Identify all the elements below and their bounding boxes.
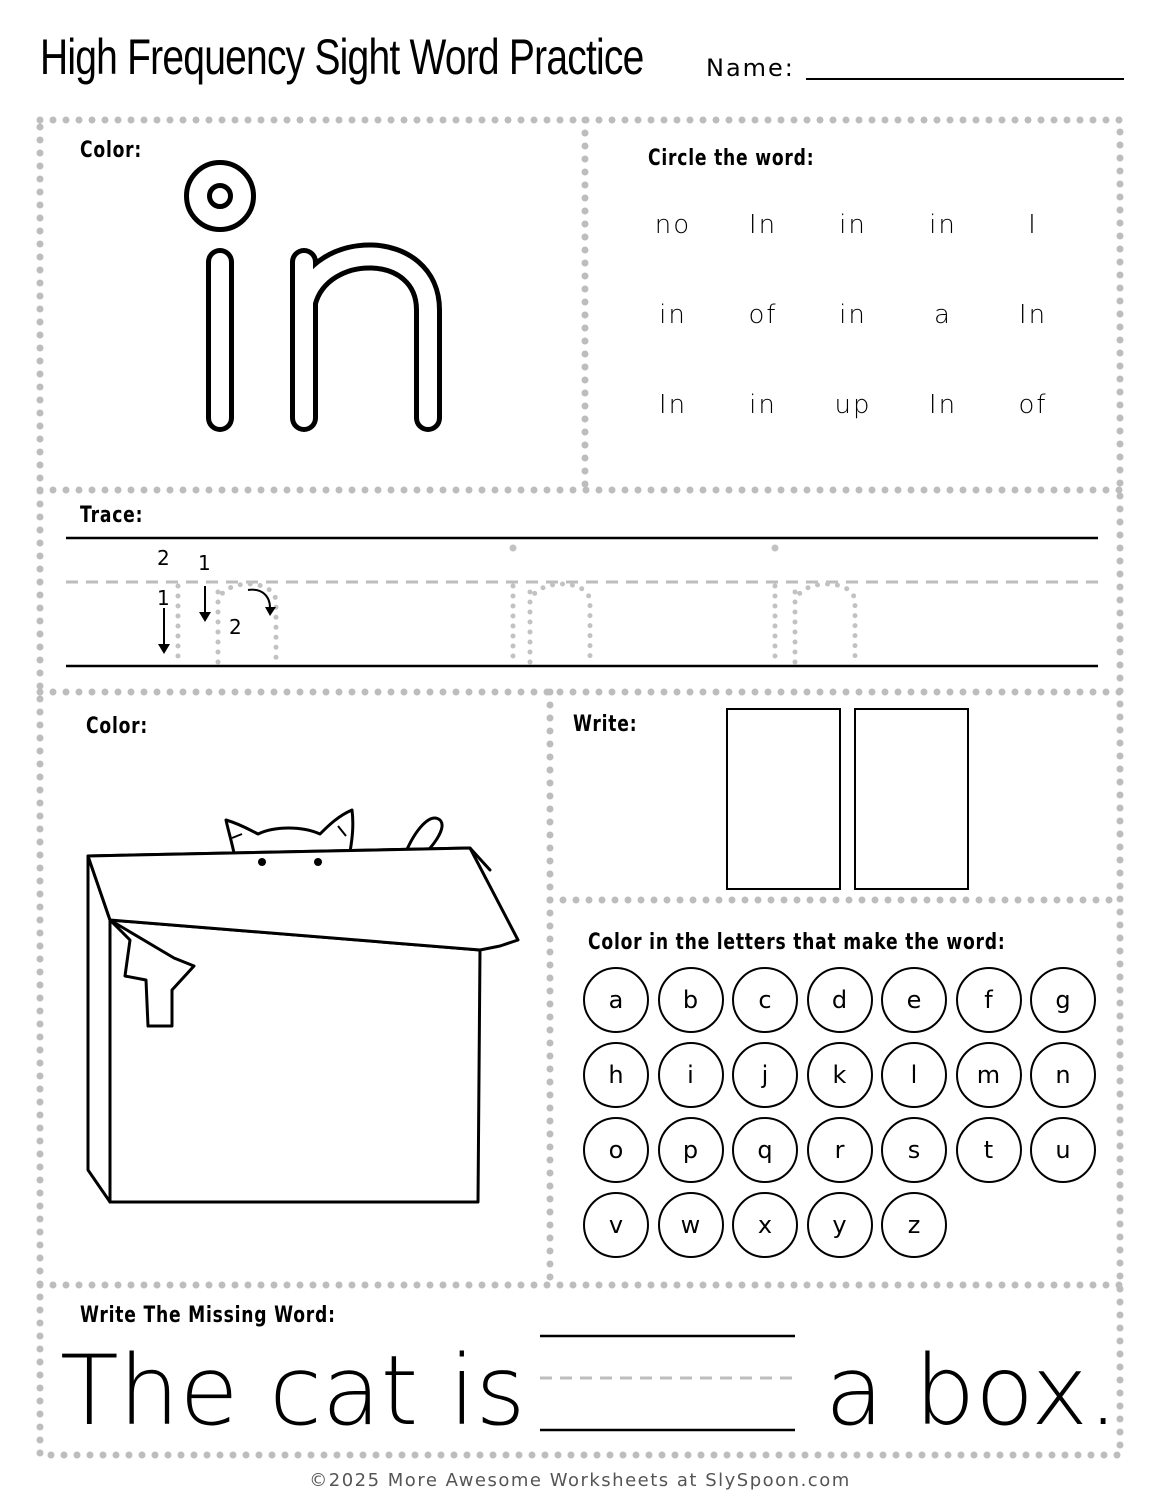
missing-word-label: Write The Missing Word: bbox=[80, 1303, 336, 1328]
letter-circle-z[interactable]: z bbox=[881, 1192, 947, 1258]
letter-circle-x[interactable]: x bbox=[732, 1192, 798, 1258]
letter-circle-e[interactable]: e bbox=[881, 967, 947, 1033]
word-choice[interactable]: in bbox=[929, 210, 957, 240]
letter-circle-h[interactable]: h bbox=[583, 1042, 649, 1108]
word-choice[interactable]: in bbox=[839, 300, 867, 330]
word-choice[interactable]: I bbox=[1028, 210, 1038, 240]
letter-circle-l[interactable]: l bbox=[881, 1042, 947, 1108]
letter-circle-s[interactable]: s bbox=[881, 1117, 947, 1183]
write-box-2[interactable] bbox=[854, 708, 969, 890]
letter-circle-c[interactable]: c bbox=[732, 967, 798, 1033]
sentence-before: The cat is bbox=[60, 1335, 526, 1447]
footer-credit: ©2025 More Awesome Worksheets at SlySpoon.com bbox=[309, 1470, 851, 1491]
letter-circle-q[interactable]: q bbox=[732, 1117, 798, 1183]
letter-circle-y[interactable]: y bbox=[807, 1192, 873, 1258]
letter-circle-n[interactable]: n bbox=[1030, 1042, 1096, 1108]
word-choice[interactable]: of bbox=[748, 300, 778, 330]
letter-circle-d[interactable]: d bbox=[807, 967, 873, 1033]
letter-circle-o[interactable]: o bbox=[583, 1117, 649, 1183]
letter-circle-t[interactable]: t bbox=[956, 1117, 1022, 1183]
stroke-number-1: 2 bbox=[157, 546, 170, 570]
name-field-line[interactable] bbox=[806, 78, 1124, 80]
cat-in-box-illustration[interactable] bbox=[70, 790, 540, 1220]
letter-circle-i[interactable]: i bbox=[658, 1042, 724, 1108]
stroke-number-4: 2 bbox=[229, 615, 242, 639]
word-choice[interactable]: in bbox=[839, 210, 867, 240]
circle-word-label: Circle the word: bbox=[648, 146, 815, 171]
word-choice[interactable]: In bbox=[748, 210, 778, 240]
word-choice[interactable]: in bbox=[659, 300, 687, 330]
word-choice[interactable]: In bbox=[928, 390, 958, 420]
write-label: Write: bbox=[573, 712, 638, 737]
write-box-1[interactable] bbox=[726, 708, 841, 890]
word-choice[interactable]: in bbox=[749, 390, 777, 420]
word-choice[interactable]: a bbox=[934, 300, 952, 330]
letter-circle-m[interactable]: m bbox=[956, 1042, 1022, 1108]
letter-circle-w[interactable]: w bbox=[658, 1192, 724, 1258]
bubble-word-in[interactable] bbox=[170, 150, 480, 460]
letters-label: Color in the letters that make the word: bbox=[588, 930, 1006, 955]
letter-circle-f[interactable]: f bbox=[956, 967, 1022, 1033]
letter-circle-k[interactable]: k bbox=[807, 1042, 873, 1108]
letter-circle-v[interactable]: v bbox=[583, 1192, 649, 1258]
letter-circle-a[interactable]: a bbox=[583, 967, 649, 1033]
stroke-number-3: 1 bbox=[157, 586, 170, 610]
letter-circle-b[interactable]: b bbox=[658, 967, 724, 1033]
word-choice[interactable]: up bbox=[834, 390, 872, 420]
trace-lines[interactable] bbox=[0, 530, 1160, 680]
missing-word-blank[interactable] bbox=[535, 1330, 805, 1440]
letter-circle-j[interactable]: j bbox=[732, 1042, 798, 1108]
letter-circle-p[interactable]: p bbox=[658, 1117, 724, 1183]
letter-circle-g[interactable]: g bbox=[1030, 967, 1096, 1033]
trace-label: Trace: bbox=[80, 503, 144, 528]
color-picture-label: Color: bbox=[86, 714, 149, 739]
word-choice[interactable]: In bbox=[658, 390, 688, 420]
word-choice[interactable]: no bbox=[654, 210, 692, 240]
name-label: Name: bbox=[706, 54, 795, 82]
word-choice[interactable]: of bbox=[1018, 390, 1048, 420]
sentence-after: a box. bbox=[825, 1335, 1119, 1447]
letter-circle-r[interactable]: r bbox=[807, 1117, 873, 1183]
worksheet-title: High Frequency Sight Word Practice bbox=[40, 29, 644, 85]
stroke-number-2: 1 bbox=[198, 551, 211, 575]
word-choice[interactable]: In bbox=[1018, 300, 1048, 330]
bubble-word-text: in bbox=[170, 150, 171, 151]
color-word-label: Color: bbox=[80, 138, 143, 163]
letter-circle-u[interactable]: u bbox=[1030, 1117, 1096, 1183]
